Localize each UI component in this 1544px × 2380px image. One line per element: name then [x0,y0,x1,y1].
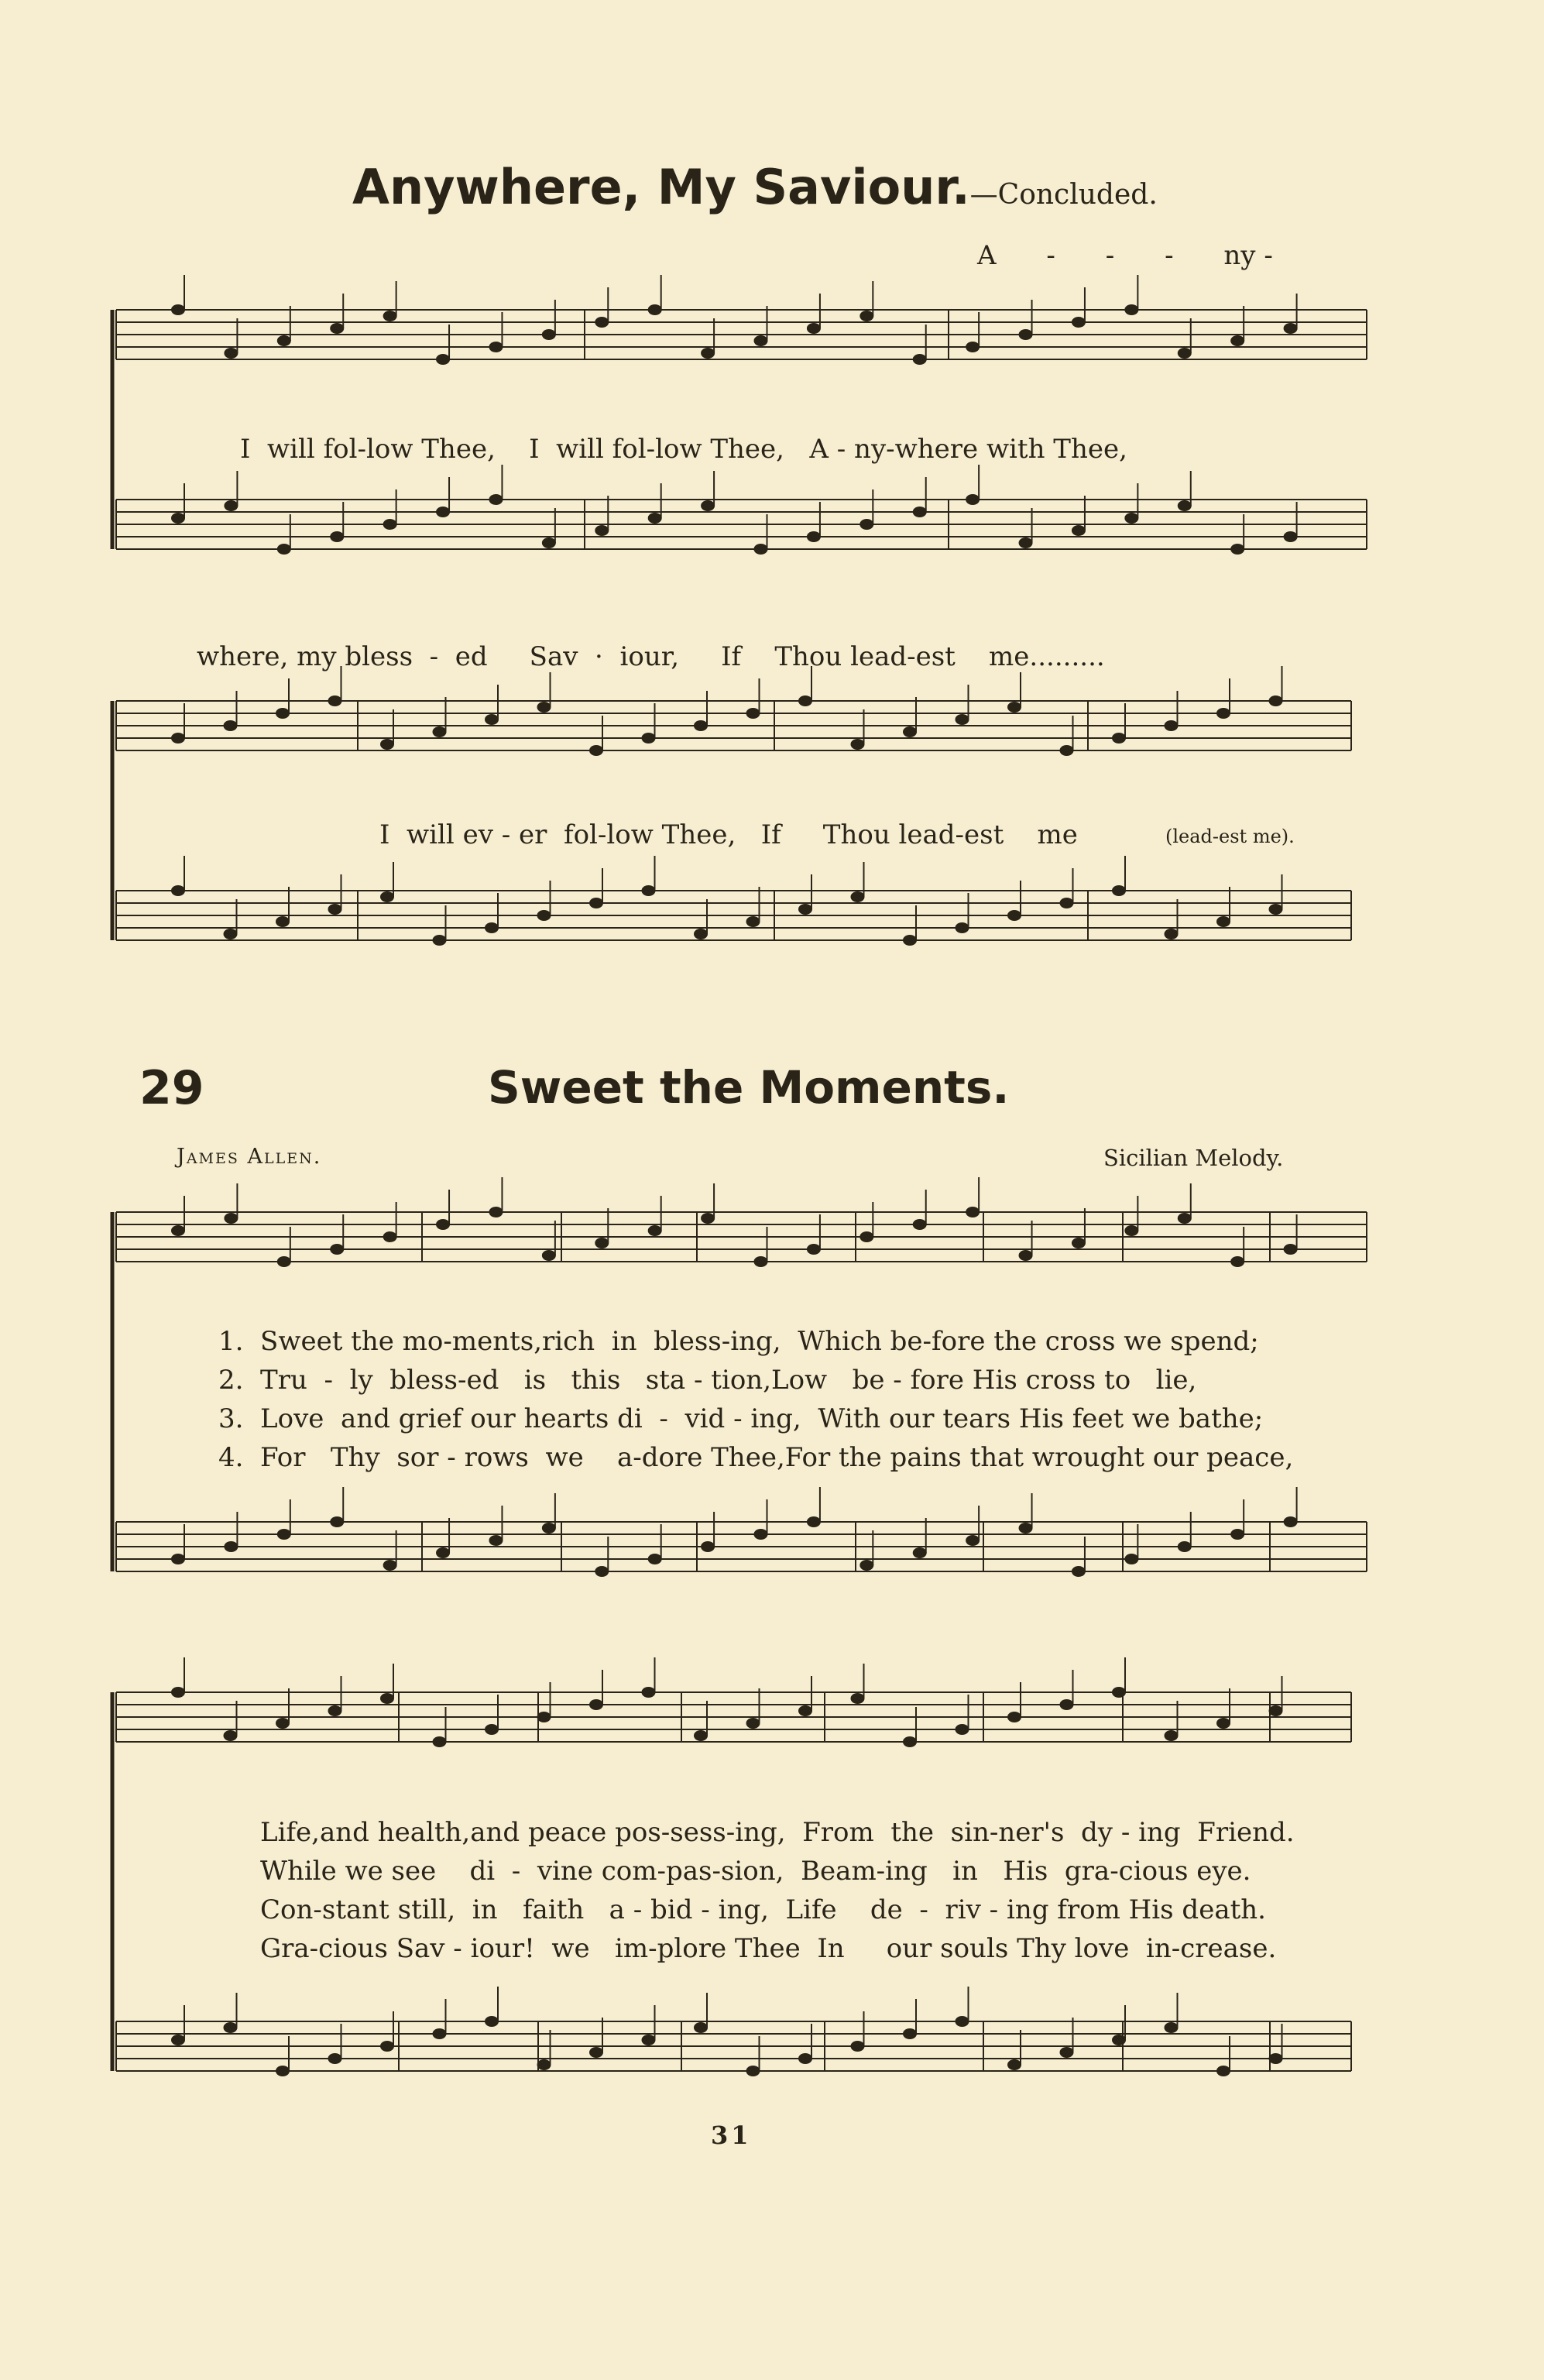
note-head [380,1693,394,1704]
hymn1-subtitle: —Concluded. [969,179,1158,211]
note-head [171,1554,185,1564]
note-head [1007,702,1021,713]
note-head [956,714,969,725]
note-head [383,1560,397,1571]
note-head [1112,1687,1126,1698]
note-head [224,1213,238,1224]
note-head [489,1207,503,1217]
note-head [1019,329,1033,340]
note-head [589,1699,603,1710]
note-head [1165,720,1179,731]
note-head [383,311,397,321]
note-head [807,1516,821,1527]
note-head [642,1687,656,1698]
note-head [380,739,394,750]
note-head [330,531,344,542]
note-head [956,2016,969,2027]
note-head [330,1244,344,1255]
note-head [224,1541,238,1552]
note-head [913,1219,927,1230]
note-head [542,537,556,548]
note-head [1060,745,1074,756]
note-head [171,304,185,315]
note-head [903,726,917,737]
hymn1-line2-lower: I will ev - er fol-low Thee, If Thou lead-est me [379,819,1078,850]
note-head [277,1529,291,1540]
note-head [277,1256,291,1267]
note-head [542,329,556,340]
note-head [589,745,603,756]
note-head [485,714,499,725]
hymn1-refrain-top: A - - - ny - [977,240,1273,271]
note-head [1112,733,1126,744]
note-head [485,1724,499,1735]
note-head [913,1547,927,1558]
note-head [489,342,503,352]
note-head [1007,1712,1021,1722]
note-head [966,342,980,352]
note-head [746,1718,760,1729]
note-head [537,702,551,713]
note-head [701,500,715,511]
note-head [1269,695,1283,706]
note-head [859,519,873,530]
note-head [694,2022,708,2033]
note-head [537,910,551,921]
note-head [1230,1529,1244,1540]
note-head [489,1535,503,1546]
note-head [1007,2059,1021,2070]
note-head [1124,1225,1138,1236]
verse-line: 2. Tru - ly bless-ed is this sta - tion,Low be - fore His cross to lie, [218,1365,1197,1396]
note-head [171,2035,185,2045]
note-head [224,500,238,511]
hymn1-title-text: Anywhere, My Saviour. [352,159,970,215]
note-head [433,2028,447,2039]
note-head [1007,910,1021,921]
note-head [1284,1516,1298,1527]
note-head [798,2053,812,2064]
note-head [798,695,812,706]
hymn1-line2-upper: where, my bless - ed Sav · iour, If Thou lead-est me......... [197,641,1105,672]
note-head [851,891,865,902]
note-head [1124,304,1138,315]
note-head [642,885,656,896]
note-head [1060,898,1074,908]
note-head [595,317,609,328]
note-head [276,916,290,927]
note-head [224,720,238,731]
note-head [276,2066,290,2076]
note-head [851,739,865,750]
verse-line: Con-stant still, in faith a - bid - ing, Life de - riv - ing from His death. [260,1894,1266,1925]
note-head [277,335,291,346]
note-head [851,2041,865,2052]
note-head [859,311,873,321]
note-head [754,1529,768,1540]
note-head [1165,1730,1179,1741]
note-head [648,304,662,315]
note-head [903,935,917,946]
note-head [754,544,768,555]
verse-line: 4. For Thy sor - rows we a-dore Thee,For the pains that wrought our peace, [218,1442,1294,1473]
note-head [1284,531,1298,542]
note-head [648,1554,662,1564]
note-head [851,1693,865,1704]
note-head [1072,1238,1086,1248]
note-head [224,2022,238,2033]
note-head [642,2035,656,2045]
note-head [1269,2053,1283,2064]
note-head [595,1566,609,1577]
note-head [807,323,821,334]
note-head [956,1724,969,1735]
hymn2-number: 29 [139,1061,204,1115]
note-head [537,1712,551,1722]
note-head [694,1730,708,1741]
note-head [276,708,290,719]
hymn2-composer: Sicilian Melody. [1103,1145,1284,1171]
note-head [754,1256,768,1267]
note-head [436,1547,450,1558]
note-head [694,720,708,731]
verse-line: 1. Sweet the mo-ments,rich in bless-ing, Which be-fore the cross we spend; [218,1326,1259,1357]
note-head [1072,525,1086,536]
note-head [276,1718,290,1729]
note-head [1072,317,1086,328]
note-head [1178,1541,1192,1552]
note-head [537,2059,551,2070]
note-head [224,348,238,359]
note-head [1072,1566,1086,1577]
note-head [595,525,609,536]
note-head [798,1705,812,1716]
note-head [1060,1699,1074,1710]
note-head [328,695,342,706]
note-head [1269,904,1283,915]
note-head [701,1541,715,1552]
note-head [966,494,980,505]
note-head [224,1730,238,1741]
note-head [1216,916,1230,927]
note-head [1124,1554,1138,1564]
note-head [1019,1250,1033,1261]
note-head [746,916,760,927]
hymn2-author: James Allen. [177,1145,322,1169]
note-head [1284,1244,1298,1255]
note-head [1230,1256,1244,1267]
note-head [754,335,768,346]
note-head [277,544,291,555]
verse-line: Life,and health,and peace pos-sess-ing, From the sin-ner's dy - ing Friend. [260,1817,1295,1848]
note-head [433,935,447,946]
note-head [807,531,821,542]
note-head [648,513,662,524]
note-head [746,708,760,719]
note-head [380,2041,394,2052]
note-head [433,726,447,737]
note-head [1178,1213,1192,1224]
note-head [701,348,715,359]
note-head [328,2053,342,2064]
note-head [859,1231,873,1242]
note-head [433,1736,447,1747]
note-head [1019,1523,1033,1533]
note-head [171,733,185,744]
note-head [330,1516,344,1527]
note-head [1178,348,1192,359]
note-head [171,513,185,524]
note-head [1019,537,1033,548]
note-head [328,1705,342,1716]
note-head [380,891,394,902]
note-head [956,922,969,933]
note-head [648,1225,662,1236]
note-head [903,1736,917,1747]
note-head [1060,2047,1074,2058]
note-head [1230,544,1244,555]
note-head [966,1535,980,1546]
note-head [1178,500,1192,511]
hymn1-title [352,159,1158,215]
note-head [485,922,499,933]
verse-line: Gra-cious Sav - iour! we im-plore Thee In our souls Thy love in-crease. [260,1933,1277,1964]
note-head [1284,323,1298,334]
note-head [436,507,450,517]
note-head [1112,885,1126,896]
note-head [328,904,342,915]
note-head [489,494,503,505]
note-head [595,1238,609,1248]
note-head [859,1560,873,1571]
note-head [436,1219,450,1230]
note-head [1165,2022,1179,2033]
note-head [330,323,344,334]
note-head [1216,1718,1230,1729]
note-head [383,519,397,530]
note-head [1112,2035,1126,2045]
note-head [485,2016,499,2027]
note-head [224,929,238,939]
note-head [1216,2066,1230,2076]
note-head [1230,335,1244,346]
note-head [589,2047,603,2058]
note-head [694,929,708,939]
note-head [746,2066,760,2076]
note-head [913,354,927,365]
note-head [383,1231,397,1242]
note-head [1216,708,1230,719]
note-head [913,507,927,517]
note-head [542,1523,556,1533]
note-head [436,354,450,365]
note-head [171,1687,185,1698]
note-head [966,1207,980,1217]
note-head [171,1225,185,1236]
hymn1-line1-lyric: I will fol-low Thee, I will fol-low Thee, A - ny-where with Thee, [240,434,1127,465]
verse-line: 3. Love and grief our hearts di - vid - ing, With our tears His feet we bathe; [218,1403,1264,1434]
verse-line: While we see di - vine com-pas-sion, Beam-ing in His gra-cious eye. [260,1856,1251,1887]
note-head [1269,1705,1283,1716]
note-head [701,1213,715,1224]
note-head [807,1244,821,1255]
note-head [542,1250,556,1261]
note-head [1165,929,1179,939]
note-head [589,898,603,908]
note-head [798,904,812,915]
hymn1-line2-small: (lead-est me). [1165,826,1295,847]
note-head [171,885,185,896]
hymn2-title: Sweet the Moments. [488,1061,1010,1114]
page-number: 31 [711,2121,752,2150]
note-head [903,2028,917,2039]
note-head [642,733,656,744]
note-head [1124,513,1138,524]
